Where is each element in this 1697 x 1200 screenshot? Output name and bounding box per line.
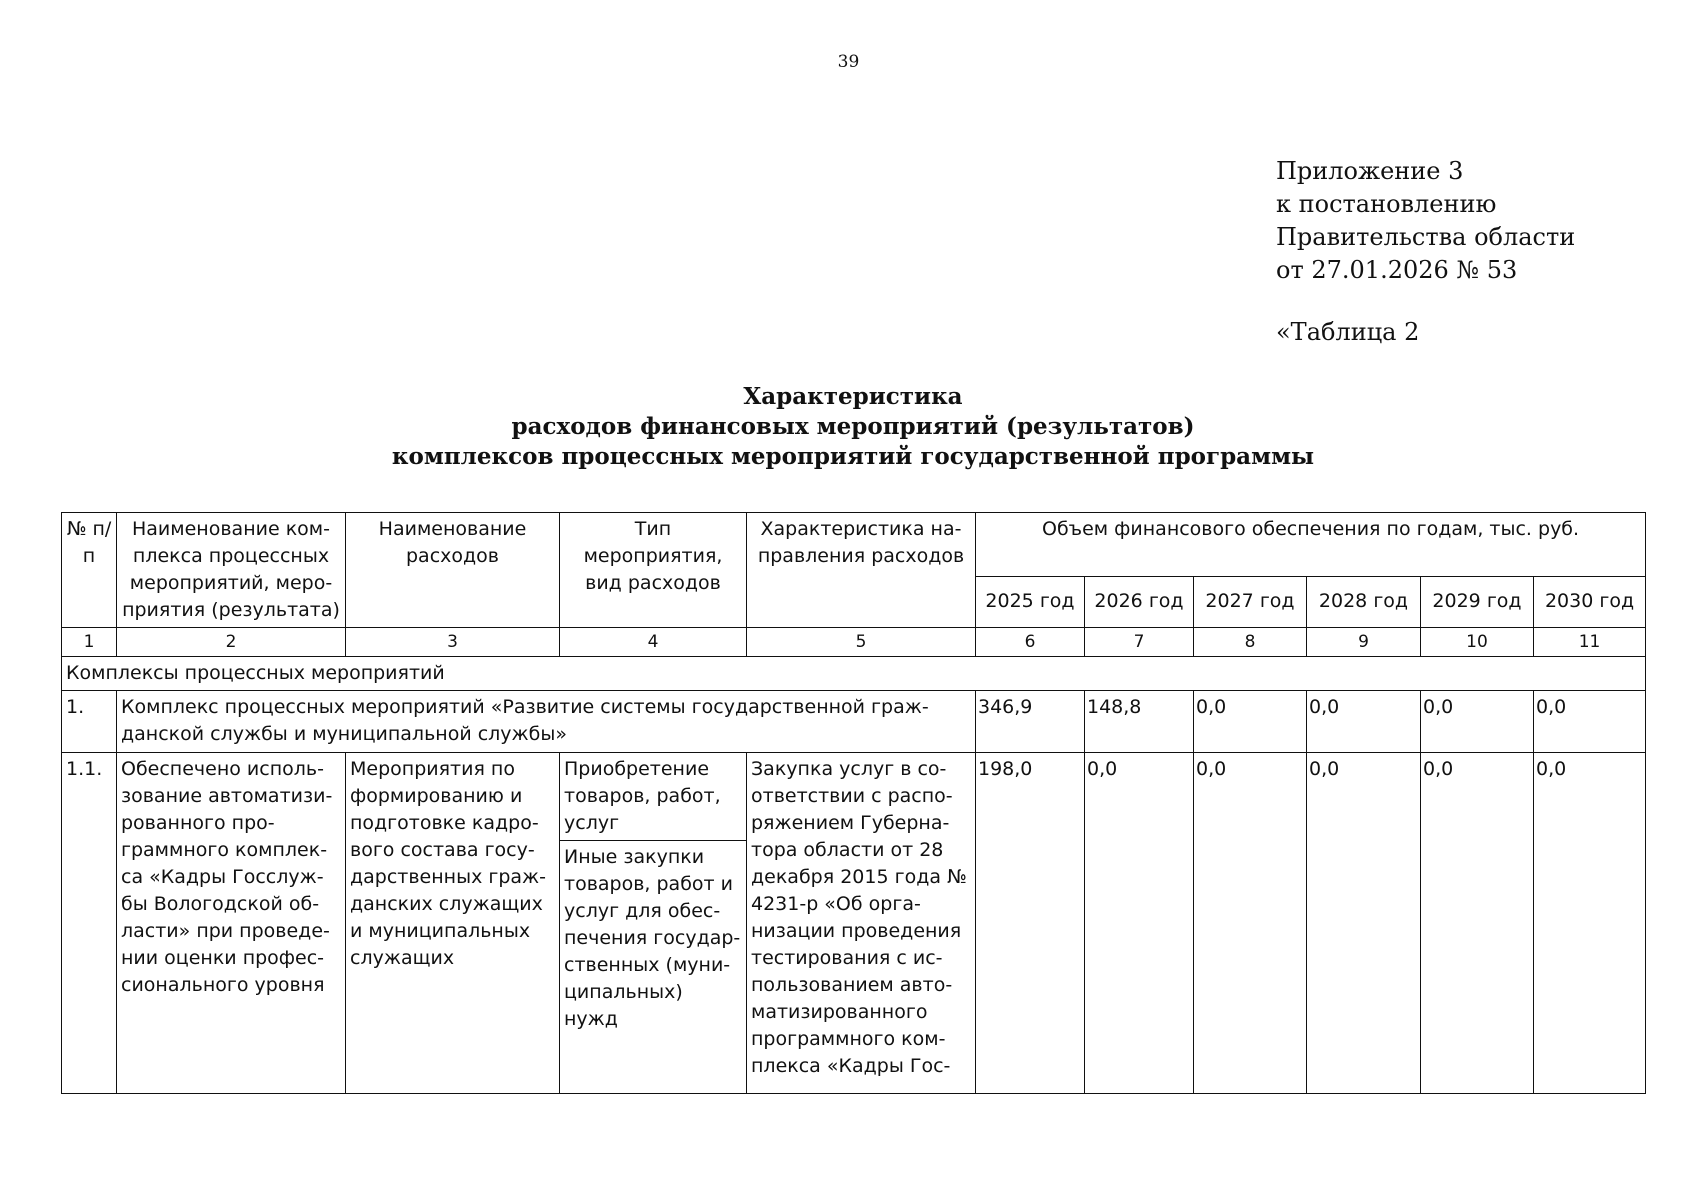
page-number: 39 — [837, 52, 860, 72]
column-number: 6 — [976, 628, 1085, 657]
document-title — [60, 382, 1646, 472]
row-value: 0,0 — [1421, 753, 1534, 1094]
approval-block — [1276, 155, 1575, 287]
header-funding: Объем финансового обеспечения по годам, тыс. руб. — [976, 513, 1646, 577]
column-number: 10 — [1421, 628, 1534, 657]
row-type-top: Приобретение товаров, работ, услуг — [560, 753, 746, 841]
row-value: 0,0 — [1085, 753, 1194, 1094]
row-expense: Мероприятия по формированию и подготовке кадро-вого состава госу-дарственных граж-данских служащих и муниципальных служащих — [346, 753, 560, 1094]
row-value: 148,8 — [1085, 691, 1194, 753]
column-number: 2 — [117, 628, 346, 657]
header-year: 2030 год — [1534, 576, 1646, 627]
title-line: расходов финансовых мероприятий (результатов) — [511, 413, 1195, 440]
approval-line: от 27.01.2026 № 53 — [1276, 256, 1518, 284]
header-year: 2029 год — [1421, 576, 1534, 627]
title-line: Характеристика — [743, 383, 963, 410]
header-num: № п/п — [62, 513, 117, 628]
row-characteristic: Закупка услуг в со-ответствии с распо-ряжением Губерна-тора области от 28 декабря 2015 года № 4231-р «Об орга-низации проведения тестирования с ис-пользованием авто-матизированного программного ком-плекса «Кадры Гос- — [747, 753, 976, 1094]
section-row: Комплексы процессных мероприятий — [62, 657, 1646, 691]
approval-line: Приложение 3 — [1276, 157, 1464, 185]
title-line: комплексов процессных мероприятий государственной программы — [391, 443, 1315, 470]
column-number: 1 — [62, 628, 117, 657]
row-value: 0,0 — [1534, 691, 1646, 753]
financing-table — [61, 512, 1646, 1094]
row-name: Обеспечено исполь-зование автоматизи-рованного про-граммного комплек-са «Кадры Госслуж-бы Вологодской об-ласти» при проведе-нии оценки профес-сионального уровня — [117, 753, 346, 1094]
table-row — [62, 753, 1646, 1094]
column-number: 8 — [1194, 628, 1307, 657]
approval-line: к постановлению — [1276, 190, 1497, 218]
header-year: 2027 год — [1194, 576, 1307, 627]
row-num: 1.1. — [62, 753, 117, 1094]
row-value: 0,0 — [1307, 753, 1421, 1094]
row-type — [560, 753, 747, 1094]
header-characteristic: Характеристика на-правления расходов — [747, 513, 976, 628]
row-name: Комплекс процессных мероприятий «Развитие системы государственной граж-данской службы и муниципальной службы» — [117, 691, 976, 753]
row-value: 0,0 — [1194, 753, 1307, 1094]
column-number: 5 — [747, 628, 976, 657]
column-number: 9 — [1307, 628, 1421, 657]
row-value: 0,0 — [1307, 691, 1421, 753]
header-type: Тип мероприятия, вид расходов — [560, 513, 747, 628]
row-value: 0,0 — [1534, 753, 1646, 1094]
header-year: 2026 год — [1085, 576, 1194, 627]
row-value: 0,0 — [1421, 691, 1534, 753]
column-number: 7 — [1085, 628, 1194, 657]
row-value: 346,9 — [976, 691, 1085, 753]
column-number: 4 — [560, 628, 747, 657]
row-type-bottom: Иные закупки товаров, работ и услуг для обес-печения государ-ственных (муни-ципальных) нужд — [564, 846, 741, 1030]
table-label: «Таблица 2 — [1276, 318, 1420, 346]
table-row — [62, 691, 1646, 753]
row-value: 198,0 — [976, 753, 1085, 1094]
row-num: 1. — [62, 691, 117, 753]
header-expense-name: Наименование расходов — [346, 513, 560, 628]
header-complex-name: Наименование ком-плекса процессных мероприятий, меро-приятия (результата) — [117, 513, 346, 628]
header-year: 2025 год — [976, 576, 1085, 627]
row-value: 0,0 — [1194, 691, 1307, 753]
header-year: 2028 год — [1307, 576, 1421, 627]
column-number: 3 — [346, 628, 560, 657]
approval-line: Правительства области — [1276, 223, 1576, 251]
column-number: 11 — [1534, 628, 1646, 657]
